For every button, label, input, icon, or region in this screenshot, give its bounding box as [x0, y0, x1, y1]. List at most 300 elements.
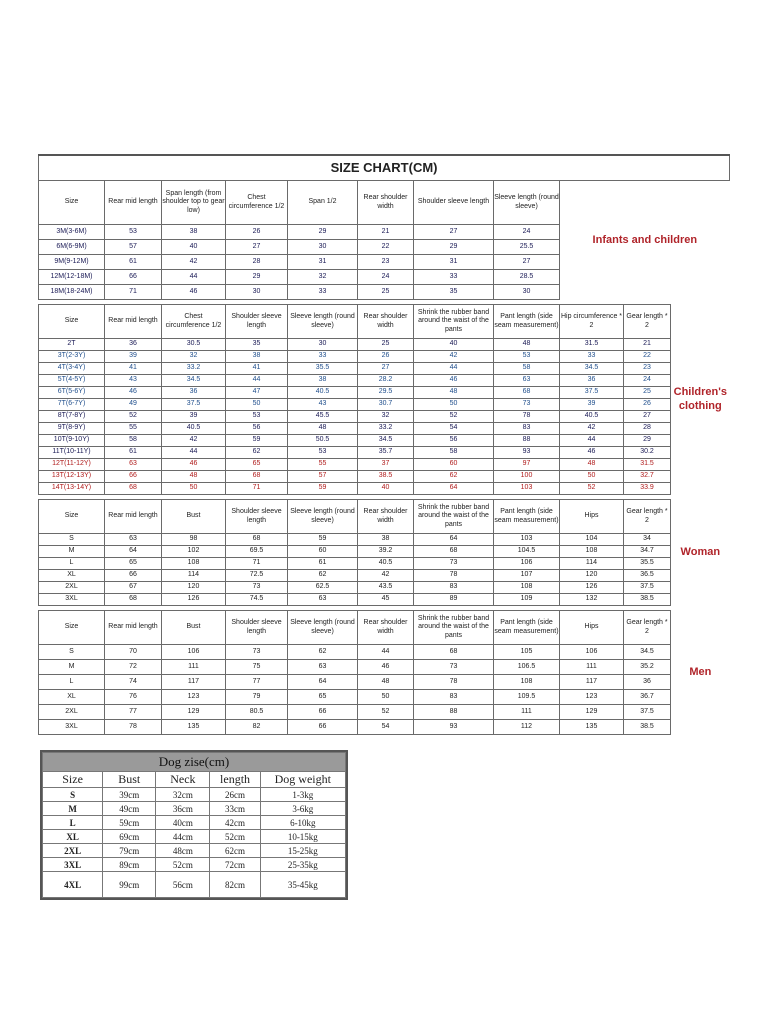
table-cell: 27 — [358, 363, 414, 375]
table-cell: 47 — [226, 387, 288, 399]
table-cell: 38 — [358, 534, 414, 546]
infants-header-cell: Chest circumference 1/2 — [226, 181, 288, 225]
dog-table-row — [43, 816, 346, 830]
table-cell: 80.5 — [226, 705, 288, 720]
dog-table-cell: 56cm — [156, 872, 210, 898]
table-cell: 38 — [288, 375, 358, 387]
dog-table-cell: 26cm — [210, 788, 260, 802]
table-row — [39, 594, 730, 606]
table-cell: 3XL — [39, 594, 105, 606]
table-cell: 98 — [162, 534, 226, 546]
table-cell: 70 — [105, 645, 162, 660]
table-cell: 35.2 — [624, 660, 671, 675]
table-row — [39, 483, 730, 495]
dog-table-cell: 25-35kg — [260, 858, 345, 872]
dog-table-cell: 44cm — [156, 830, 210, 844]
table-cell: 33.2 — [162, 363, 226, 375]
dog-table-cell: 48cm — [156, 844, 210, 858]
men-header-cell: Bust — [162, 611, 226, 645]
dog-table-cell: 62cm — [210, 844, 260, 858]
table-cell: 68 — [105, 483, 162, 495]
table-cell: 38.5 — [624, 594, 671, 606]
woman-header-cell: Rear mid length — [105, 500, 162, 534]
table-cell: 34.5 — [358, 435, 414, 447]
table-cell: 2T — [39, 339, 105, 351]
dog-table-cell: 36cm — [156, 802, 210, 816]
size-chart-table — [38, 154, 730, 735]
table-row — [39, 690, 730, 705]
table-cell: 123 — [560, 690, 624, 705]
table-cell: 33.9 — [624, 483, 671, 495]
table-cell: 43 — [105, 375, 162, 387]
table-row — [39, 447, 730, 459]
table-cell: 29 — [226, 270, 288, 285]
table-cell: 30.5 — [162, 339, 226, 351]
table-cell: 120 — [162, 582, 226, 594]
table-cell: 63 — [105, 459, 162, 471]
table-cell: 33 — [288, 351, 358, 363]
table-cell: 27 — [414, 225, 494, 240]
table-cell: 62 — [414, 471, 494, 483]
table-cell: 106.5 — [494, 660, 560, 675]
dog-header-cell: Neck — [156, 772, 210, 788]
table-cell: 57 — [288, 471, 358, 483]
table-cell: 3M(3-6M) — [39, 225, 105, 240]
table-cell: 114 — [162, 570, 226, 582]
table-cell: 114 — [560, 558, 624, 570]
dog-chart-title: Dog zise(cm) — [43, 753, 346, 772]
table-cell: 71 — [226, 483, 288, 495]
children-header-cell: Pant length (side seam measurement) — [494, 305, 560, 339]
men-header-row — [39, 611, 730, 645]
table-cell: 73 — [414, 558, 494, 570]
table-cell: 44 — [560, 435, 624, 447]
table-row — [39, 423, 730, 435]
table-row — [39, 645, 730, 660]
table-cell: 40 — [358, 483, 414, 495]
table-cell: 69.5 — [226, 546, 288, 558]
men-header-cell: Sleeve length (round sleeve) — [288, 611, 358, 645]
children-header-cell: Rear mid length — [105, 305, 162, 339]
table-cell: 30 — [226, 285, 288, 300]
table-cell: 21 — [624, 339, 671, 351]
table-cell: 46 — [560, 447, 624, 459]
table-cell: 14T(13-14Y) — [39, 483, 105, 495]
table-cell: 32 — [162, 351, 226, 363]
table-cell: 36 — [162, 387, 226, 399]
table-cell: 34.5 — [624, 645, 671, 660]
table-cell: 25 — [358, 339, 414, 351]
table-cell: 56 — [414, 435, 494, 447]
table-cell: 83 — [414, 582, 494, 594]
table-cell: 83 — [414, 690, 494, 705]
table-cell: 33 — [288, 285, 358, 300]
table-cell: 43.5 — [358, 582, 414, 594]
dog-table-cell: 15-25kg — [260, 844, 345, 858]
table-cell: 88 — [414, 705, 494, 720]
table-cell: 111 — [162, 660, 226, 675]
table-cell: 68 — [226, 471, 288, 483]
table-cell: 63 — [105, 534, 162, 546]
table-cell: 48 — [358, 675, 414, 690]
table-cell: 53 — [226, 411, 288, 423]
dog-table-cell: M — [43, 802, 103, 816]
table-cell: 33 — [560, 351, 624, 363]
table-cell: 117 — [560, 675, 624, 690]
table-cell: 30 — [494, 285, 560, 300]
dog-table-cell: XL — [43, 830, 103, 844]
children-header-cell: Sleeve length (round sleeve) — [288, 305, 358, 339]
table-cell: 50 — [162, 483, 226, 495]
dog-table-cell: 35-45kg — [260, 872, 345, 898]
table-cell: 35.5 — [288, 363, 358, 375]
infants-header-cell: Span 1/2 — [288, 181, 358, 225]
table-cell: 76 — [105, 690, 162, 705]
table-cell: 66 — [288, 720, 358, 735]
table-cell: 24 — [358, 270, 414, 285]
table-cell: 48 — [288, 423, 358, 435]
table-cell: 35.7 — [358, 447, 414, 459]
woman-header-cell: Hips — [560, 500, 624, 534]
table-cell: 72.5 — [226, 570, 288, 582]
table-cell: 53 — [105, 225, 162, 240]
table-cell: 71 — [226, 558, 288, 570]
size-chart — [38, 154, 729, 735]
table-cell: 97 — [494, 459, 560, 471]
table-cell: 10T(9-10Y) — [39, 435, 105, 447]
table-cell: 38.5 — [624, 720, 671, 735]
table-cell: 120 — [560, 570, 624, 582]
table-cell: 45 — [358, 594, 414, 606]
dog-table-cell: S — [43, 788, 103, 802]
table-cell: 36.5 — [624, 570, 671, 582]
table-cell: 29 — [414, 240, 494, 255]
table-cell: 37.5 — [624, 582, 671, 594]
table-cell: 59 — [288, 534, 358, 546]
table-cell: 62.5 — [288, 582, 358, 594]
table-cell: 55 — [105, 423, 162, 435]
men-header-cell: Shoulder sleeve length — [226, 611, 288, 645]
table-cell: 106 — [560, 645, 624, 660]
woman-header-cell: Rear shoulder width — [358, 500, 414, 534]
table-cell: 66 — [105, 270, 162, 285]
woman-header-cell: Size — [39, 500, 105, 534]
table-cell: 79 — [226, 690, 288, 705]
table-cell: 38 — [162, 225, 226, 240]
table-cell: 56 — [226, 423, 288, 435]
dog-table-cell: 49cm — [103, 802, 156, 816]
table-cell: 34.5 — [162, 375, 226, 387]
table-cell: 63 — [494, 375, 560, 387]
table-cell: 41 — [105, 363, 162, 375]
table-cell: 39 — [560, 399, 624, 411]
table-cell: 26 — [358, 351, 414, 363]
table-cell: 40.5 — [288, 387, 358, 399]
children-header-cell: Size — [39, 305, 105, 339]
dog-table-row — [43, 802, 346, 816]
table-cell: 24 — [624, 375, 671, 387]
table-cell: 24 — [494, 225, 560, 240]
table-cell: 12T(11-12Y) — [39, 459, 105, 471]
table-cell: 28 — [226, 255, 288, 270]
table-row — [39, 720, 730, 735]
woman-header-cell: Shoulder sleeve length — [226, 500, 288, 534]
table-cell: 108 — [560, 546, 624, 558]
table-cell: 43 — [288, 399, 358, 411]
table-cell: 100 — [494, 471, 560, 483]
table-row — [39, 399, 730, 411]
dog-table-cell: 99cm — [103, 872, 156, 898]
table-cell: 6T(5-6Y) — [39, 387, 105, 399]
table-cell: 64 — [414, 534, 494, 546]
table-cell: 78 — [414, 570, 494, 582]
table-cell: 40 — [414, 339, 494, 351]
dog-table-row — [43, 872, 346, 898]
table-cell: 129 — [162, 705, 226, 720]
dog-size-table — [42, 752, 346, 898]
men-header-cell: Rear shoulder width — [358, 611, 414, 645]
table-cell: 66 — [288, 705, 358, 720]
table-cell: 103 — [494, 483, 560, 495]
table-cell: 42 — [560, 423, 624, 435]
table-cell: 61 — [288, 558, 358, 570]
table-cell: 123 — [162, 690, 226, 705]
table-cell: 93 — [494, 447, 560, 459]
table-cell: 32.7 — [624, 471, 671, 483]
table-row — [39, 570, 730, 582]
dog-table-cell: 1-3kg — [260, 788, 345, 802]
table-cell: 126 — [560, 582, 624, 594]
dog-table-cell: 82cm — [210, 872, 260, 898]
table-cell: 36.7 — [624, 690, 671, 705]
table-cell: 42 — [358, 570, 414, 582]
table-cell: 31.5 — [624, 459, 671, 471]
table-row — [39, 534, 730, 546]
table-row — [39, 582, 730, 594]
table-cell: 66 — [105, 471, 162, 483]
table-cell: 42 — [162, 435, 226, 447]
dog-table-row — [43, 830, 346, 844]
table-cell: 50 — [226, 399, 288, 411]
table-cell: 64 — [105, 546, 162, 558]
table-cell: 63 — [288, 660, 358, 675]
table-cell: 77 — [226, 675, 288, 690]
table-cell: 38.5 — [358, 471, 414, 483]
table-cell: 74.5 — [226, 594, 288, 606]
table-cell: 73 — [226, 582, 288, 594]
table-cell: 44 — [226, 375, 288, 387]
table-cell: 26 — [226, 225, 288, 240]
table-cell: 73 — [226, 645, 288, 660]
dog-size-chart — [40, 750, 348, 900]
table-cell: 29 — [288, 225, 358, 240]
table-row — [39, 375, 730, 387]
table-cell: 68 — [105, 594, 162, 606]
table-cell: 22 — [358, 240, 414, 255]
table-cell: 68 — [494, 387, 560, 399]
table-cell: 77 — [105, 705, 162, 720]
table-cell: 27 — [226, 240, 288, 255]
table-cell: 11T(10-11Y) — [39, 447, 105, 459]
table-cell: 42 — [414, 351, 494, 363]
table-cell: 27 — [494, 255, 560, 270]
table-row — [39, 675, 730, 690]
table-cell: 66 — [105, 570, 162, 582]
table-cell: 48 — [414, 387, 494, 399]
table-cell: 58 — [105, 435, 162, 447]
table-cell: 31 — [288, 255, 358, 270]
table-cell: 39 — [105, 351, 162, 363]
table-cell: 30.7 — [358, 399, 414, 411]
table-cell: 40.5 — [358, 558, 414, 570]
table-cell: 27 — [624, 411, 671, 423]
table-cell: 28.5 — [494, 270, 560, 285]
table-cell: 78 — [105, 720, 162, 735]
table-cell: 50 — [560, 471, 624, 483]
table-cell: 52 — [414, 411, 494, 423]
table-cell: 34.5 — [560, 363, 624, 375]
table-cell: 111 — [494, 705, 560, 720]
dog-table-row — [43, 858, 346, 872]
table-cell: 74 — [105, 675, 162, 690]
table-cell: 88 — [494, 435, 560, 447]
table-cell: 62 — [288, 645, 358, 660]
table-cell: 46 — [162, 285, 226, 300]
dog-table-cell: 72cm — [210, 858, 260, 872]
table-cell: 4T(3-4Y) — [39, 363, 105, 375]
dog-table-cell: 2XL — [43, 844, 103, 858]
woman-header-cell: Pant length (side seam measurement) — [494, 500, 560, 534]
table-cell: 29 — [624, 435, 671, 447]
dog-table-cell: 3-6kg — [260, 802, 345, 816]
table-cell: S — [39, 534, 105, 546]
table-cell: 39 — [162, 411, 226, 423]
table-cell: 37.5 — [624, 705, 671, 720]
table-row — [39, 363, 730, 375]
dog-table-cell: 32cm — [156, 788, 210, 802]
table-row — [39, 546, 730, 558]
woman-header-cell: Shrink the rubber band around the waist of the pants — [414, 500, 494, 534]
woman-header-row — [39, 500, 730, 534]
table-cell: 64 — [414, 483, 494, 495]
table-row — [39, 339, 730, 351]
table-cell: M — [39, 660, 105, 675]
table-cell: 109.5 — [494, 690, 560, 705]
woman-header-cell: Gear length * 2 — [624, 500, 671, 534]
table-cell: 36 — [624, 675, 671, 690]
table-cell: 60 — [414, 459, 494, 471]
table-cell: 71 — [105, 285, 162, 300]
table-cell: 5T(4-5Y) — [39, 375, 105, 387]
dog-table-cell: 52cm — [210, 830, 260, 844]
table-cell: 89 — [414, 594, 494, 606]
table-cell: 46 — [105, 387, 162, 399]
infants-header-cell: Size — [39, 181, 105, 225]
table-cell: 44 — [162, 270, 226, 285]
table-cell: 41 — [226, 363, 288, 375]
table-cell: 52 — [105, 411, 162, 423]
table-cell: 58 — [494, 363, 560, 375]
table-row — [39, 411, 730, 423]
table-row — [39, 558, 730, 570]
table-cell: 108 — [494, 582, 560, 594]
men-header-cell: Pant length (side seam measurement) — [494, 611, 560, 645]
table-cell: 2XL — [39, 705, 105, 720]
table-row — [39, 471, 730, 483]
table-cell: 22 — [624, 351, 671, 363]
table-cell: 50.5 — [288, 435, 358, 447]
table-cell: 64 — [288, 675, 358, 690]
table-cell: 36 — [560, 375, 624, 387]
table-cell: 44 — [358, 645, 414, 660]
table-cell: 104.5 — [494, 546, 560, 558]
dog-table-cell: 42cm — [210, 816, 260, 830]
dog-table-cell: 3XL — [43, 858, 103, 872]
table-cell: 132 — [560, 594, 624, 606]
table-cell: 104 — [560, 534, 624, 546]
men-header-cell: Hips — [560, 611, 624, 645]
table-cell: 73 — [494, 399, 560, 411]
table-cell: XL — [39, 570, 105, 582]
dog-table-cell: 59cm — [103, 816, 156, 830]
dog-header-row — [43, 772, 346, 788]
table-cell: 73 — [414, 660, 494, 675]
table-cell: 135 — [560, 720, 624, 735]
table-cell: XL — [39, 690, 105, 705]
table-cell: 32 — [358, 411, 414, 423]
table-cell: 52 — [358, 705, 414, 720]
table-cell: 60 — [288, 546, 358, 558]
table-cell: 25.5 — [494, 240, 560, 255]
table-cell: 102 — [162, 546, 226, 558]
table-cell: 46 — [414, 375, 494, 387]
table-cell: 38 — [226, 351, 288, 363]
woman-header-cell: Sleeve length (round sleeve) — [288, 500, 358, 534]
table-cell: 54 — [414, 423, 494, 435]
size-chart-title: SIZE CHART(CM) — [39, 155, 730, 181]
table-cell: 103 — [494, 534, 560, 546]
table-cell: 48 — [162, 471, 226, 483]
table-cell: 135 — [162, 720, 226, 735]
table-cell: 2XL — [39, 582, 105, 594]
dog-table-cell: 89cm — [103, 858, 156, 872]
table-cell: 62 — [288, 570, 358, 582]
men-header-cell: Gear length * 2 — [624, 611, 671, 645]
table-row — [39, 387, 730, 399]
table-cell: 72 — [105, 660, 162, 675]
table-cell: L — [39, 675, 105, 690]
table-cell: 35.5 — [624, 558, 671, 570]
table-cell: 108 — [162, 558, 226, 570]
table-cell: 40 — [162, 240, 226, 255]
table-cell: 30 — [288, 240, 358, 255]
table-cell: 23 — [358, 255, 414, 270]
table-cell: 57 — [105, 240, 162, 255]
table-cell: 54 — [358, 720, 414, 735]
dog-table-cell: 10-15kg — [260, 830, 345, 844]
table-cell: 129 — [560, 705, 624, 720]
infants-header-cell: Shoulder sleeve length — [414, 181, 494, 225]
table-cell: 68 — [414, 546, 494, 558]
men-header-cell: Size — [39, 611, 105, 645]
table-cell: 46 — [358, 660, 414, 675]
table-cell: 25 — [358, 285, 414, 300]
children-header-cell: Shrink the rubber band around the waist of the pants — [414, 305, 494, 339]
table-cell: 3XL — [39, 720, 105, 735]
men-section-label: Men — [689, 665, 712, 678]
dog-header-cell: Bust — [103, 772, 156, 788]
table-cell: 6M(6-9M) — [39, 240, 105, 255]
